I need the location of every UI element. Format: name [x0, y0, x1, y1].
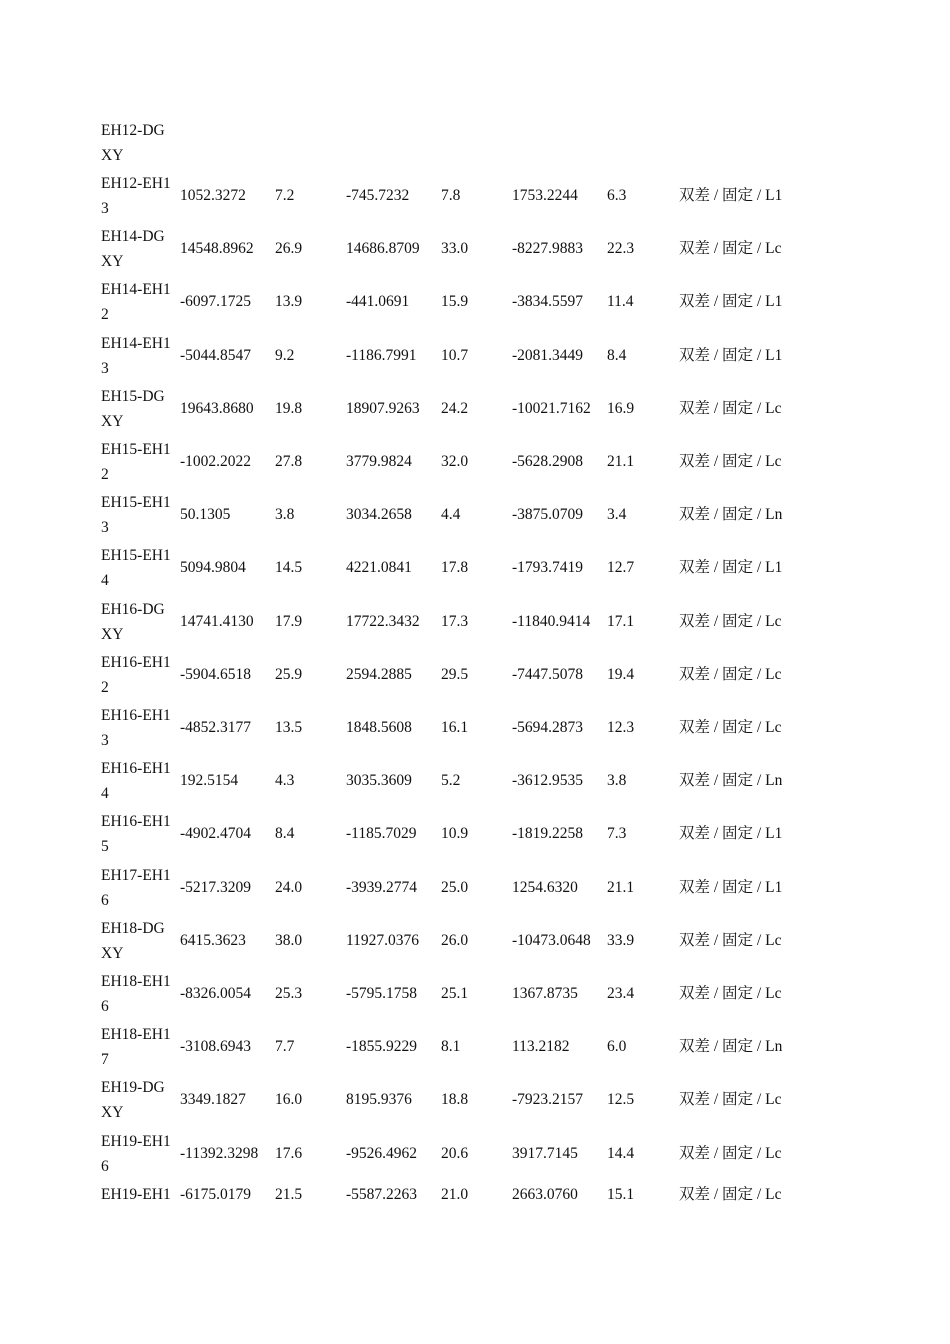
- baseline-name: [101, 650, 179, 700]
- baseline-name: [101, 1075, 179, 1125]
- sz-value: 19.4: [607, 666, 635, 683]
- baseline-name-line1: EH12-EH1: [101, 175, 171, 192]
- sz-value: 22.3: [607, 240, 635, 257]
- table-row: [101, 969, 861, 1019]
- sx-value: 7.7: [275, 1038, 295, 1055]
- sx-value: 19.8: [275, 400, 303, 417]
- baseline-name: [101, 916, 179, 966]
- sy-value: 25.1: [441, 985, 469, 1002]
- baseline-name-line2: 2: [101, 466, 109, 483]
- dx-value: -11392.3298: [180, 1145, 259, 1162]
- baseline-name: [101, 331, 179, 381]
- baseline-name-line2: 3: [101, 200, 109, 217]
- sz-value: 6.3: [607, 187, 627, 204]
- dz-value: -3834.5597: [512, 293, 584, 310]
- sx-value: 24.0: [275, 879, 303, 896]
- sy-value: 8.1: [441, 1038, 461, 1055]
- baseline-name: [101, 277, 179, 327]
- baseline-name: [101, 384, 179, 434]
- solution-type: 双差 / 固定 / Lc: [679, 932, 782, 949]
- dy-value: -3939.2774: [346, 879, 418, 896]
- table-row: [101, 171, 861, 221]
- sz-value: 21.1: [607, 453, 635, 470]
- dy-value: 11927.0376: [346, 932, 420, 949]
- solution-type: 双差 / 固定 / L1: [679, 293, 783, 310]
- sz-value: 12.7: [607, 559, 635, 576]
- sx-value: 13.9: [275, 293, 303, 310]
- dz-value: -8227.9883: [512, 240, 584, 257]
- dx-value: -4902.4704: [180, 825, 252, 842]
- baseline-name-line1: EH12-DG: [101, 122, 165, 139]
- sz-value: 12.3: [607, 719, 635, 736]
- baseline-name: [101, 543, 179, 593]
- sx-value: 14.5: [275, 559, 303, 576]
- baseline-name: [101, 1129, 179, 1179]
- dy-value: -5587.2263: [346, 1186, 418, 1203]
- sx-value: 9.2: [275, 347, 295, 364]
- dy-value: -441.0691: [346, 293, 410, 310]
- sx-value: 21.5: [275, 1186, 303, 1203]
- sy-value: 33.0: [441, 240, 469, 257]
- dy-value: -1185.7029: [346, 825, 417, 842]
- baseline-name-line2: 3: [101, 519, 109, 536]
- baseline-name-line1: EH14-EH1: [101, 335, 171, 352]
- table-row: [101, 863, 861, 913]
- solution-type: 双差 / 固定 / Lc: [679, 240, 782, 257]
- solution-type: 双差 / 固定 / L1: [679, 347, 783, 364]
- table-row: [101, 277, 861, 327]
- solution-type: 双差 / 固定 / Lc: [679, 985, 782, 1002]
- table-row: [101, 490, 861, 540]
- sx-value: 4.3: [275, 772, 295, 789]
- sy-value: 26.0: [441, 932, 469, 949]
- sz-value: 14.4: [607, 1145, 635, 1162]
- dx-value: 50.1305: [180, 506, 231, 523]
- solution-type: 双差 / 固定 / L1: [679, 187, 783, 204]
- sx-value: 7.2: [275, 187, 295, 204]
- solution-type: 双差 / 固定 / Lc: [679, 613, 782, 630]
- dx-value: -6175.0179: [180, 1186, 252, 1203]
- sz-value: 15.1: [607, 1186, 635, 1203]
- dz-value: -10473.0648: [512, 932, 591, 949]
- dz-value: -3875.0709: [512, 506, 584, 523]
- table-row: [101, 543, 861, 593]
- dx-value: 3349.1827: [180, 1091, 246, 1108]
- sz-value: 33.9: [607, 932, 635, 949]
- sx-value: 25.9: [275, 666, 303, 683]
- dy-value: 1848.5608: [346, 719, 412, 736]
- sy-value: 18.8: [441, 1091, 469, 1108]
- solution-type: 双差 / 固定 / Ln: [679, 1038, 783, 1055]
- baseline-name-line2: XY: [101, 626, 124, 643]
- dz-value: 1753.2244: [512, 187, 578, 204]
- dz-value: -3612.9535: [512, 772, 584, 789]
- baseline-name-line2: 6: [101, 998, 109, 1015]
- baseline-name-line2: XY: [101, 945, 124, 962]
- baseline-name-line2: 6: [101, 1158, 109, 1175]
- dz-value: -10021.7162: [512, 400, 591, 417]
- sy-value: 17.8: [441, 559, 469, 576]
- dy-value: -1186.7991: [346, 347, 417, 364]
- table-row: [101, 1129, 861, 1179]
- baseline-name-line1: EH18-EH1: [101, 1026, 171, 1043]
- sx-value: 17.6: [275, 1145, 303, 1162]
- sy-value: 7.8: [441, 187, 461, 204]
- sy-value: 32.0: [441, 453, 469, 470]
- table-row: [101, 437, 861, 487]
- dy-value: -5795.1758: [346, 985, 418, 1002]
- solution-type: 双差 / 固定 / Lc: [679, 666, 782, 683]
- dy-value: 4221.0841: [346, 559, 412, 576]
- dy-value: -745.7232: [346, 187, 410, 204]
- sy-value: 17.3: [441, 613, 469, 630]
- solution-type: 双差 / 固定 / Ln: [679, 506, 783, 523]
- sy-value: 4.4: [441, 506, 461, 523]
- baseline-name: [101, 490, 179, 540]
- baseline-name: [101, 597, 179, 647]
- sx-value: 38.0: [275, 932, 303, 949]
- table-row-header-baseline: [101, 118, 861, 168]
- dy-value: 14686.8709: [346, 240, 420, 257]
- dz-value: -2081.3449: [512, 347, 584, 364]
- baseline-name-line2: 3: [101, 732, 109, 749]
- dx-value: -5044.8547: [180, 347, 252, 364]
- solution-type: 双差 / 固定 / Lc: [679, 453, 782, 470]
- sy-value: 24.2: [441, 400, 469, 417]
- baseline-name: [101, 703, 179, 753]
- sy-value: 21.0: [441, 1186, 469, 1203]
- baseline-name-line1: EH16-EH1: [101, 654, 171, 671]
- dx-value: -1002.2022: [180, 453, 252, 470]
- baseline-name-line2: XY: [101, 253, 124, 270]
- dx-value: -6097.1725: [180, 293, 252, 310]
- table-row: [101, 916, 861, 966]
- sy-value: 25.0: [441, 879, 469, 896]
- baseline-name-line1: EH18-DG: [101, 920, 165, 937]
- solution-type: 双差 / 固定 / L1: [679, 559, 783, 576]
- baseline-name-line1: EH14-EH1: [101, 281, 171, 298]
- baseline-name: [101, 969, 179, 1019]
- dy-value: 3779.9824: [346, 453, 412, 470]
- table-row: [101, 650, 861, 700]
- solution-type: 双差 / 固定 / Lc: [679, 719, 782, 736]
- dx-value: 192.5154: [180, 772, 239, 789]
- sz-value: 16.9: [607, 400, 635, 417]
- sy-value: 20.6: [441, 1145, 469, 1162]
- sz-value: 23.4: [607, 985, 635, 1002]
- baseline-name-line2: XY: [101, 1104, 124, 1121]
- baseline-name-line2: 6: [101, 892, 109, 909]
- table-row: [101, 224, 861, 274]
- sx-value: 13.5: [275, 719, 303, 736]
- dy-value: 17722.3432: [346, 613, 420, 630]
- sx-value: 3.8: [275, 506, 295, 523]
- dx-value: -4852.3177: [180, 719, 252, 736]
- table-row: [101, 756, 861, 806]
- table-row: [101, 1075, 861, 1125]
- sz-value: 21.1: [607, 879, 635, 896]
- dy-value: 2594.2885: [346, 666, 412, 683]
- dz-value: 113.2182: [512, 1038, 570, 1055]
- dz-value: 1254.6320: [512, 879, 578, 896]
- baseline-name-line2: XY: [101, 147, 124, 164]
- dz-value: -7447.5078: [512, 666, 584, 683]
- baseline-name-line2: XY: [101, 413, 124, 430]
- dy-value: 18907.9263: [346, 400, 420, 417]
- baseline-name-line1: EH15-EH1: [101, 547, 171, 564]
- baseline-name-line2: 2: [101, 306, 109, 323]
- table-row: [101, 331, 861, 381]
- baseline-name-line1: EH18-EH1: [101, 973, 171, 990]
- table-row: [101, 809, 861, 859]
- dz-value: -1819.2258: [512, 825, 584, 842]
- dx-value: -5217.3209: [180, 879, 252, 896]
- dz-value: -11840.9414: [512, 613, 591, 630]
- sy-value: 5.2: [441, 772, 461, 789]
- dx-value: 6415.3623: [180, 932, 246, 949]
- sx-value: 8.4: [275, 825, 295, 842]
- sz-value: 11.4: [607, 293, 634, 310]
- baseline-name: [101, 437, 179, 487]
- baseline-name-line1: EH16-EH1: [101, 760, 171, 777]
- baseline-name-line1: EH16-DG: [101, 601, 165, 618]
- sz-value: 3.4: [607, 506, 627, 523]
- dz-value: -1793.7419: [512, 559, 584, 576]
- baseline-name-line1: EH16-EH1: [101, 813, 171, 830]
- baseline-name-line1: EH19-EH1: [101, 1133, 171, 1150]
- baseline-name: [101, 118, 179, 168]
- sy-value: 16.1: [441, 719, 469, 736]
- baseline-name: [101, 224, 179, 274]
- solution-type: 双差 / 固定 / L1: [679, 825, 783, 842]
- dx-value: 1052.3272: [180, 187, 246, 204]
- dx-value: -5904.6518: [180, 666, 252, 683]
- dy-value: 8195.9376: [346, 1091, 412, 1108]
- dz-value: -5694.2873: [512, 719, 584, 736]
- sy-value: 29.5: [441, 666, 469, 683]
- table-row: [101, 1022, 861, 1072]
- table-row: [101, 703, 861, 753]
- sx-value: 16.0: [275, 1091, 303, 1108]
- dy-value: 3034.2658: [346, 506, 412, 523]
- baseline-name-line2: 4: [101, 785, 109, 802]
- dy-value: -1855.9229: [346, 1038, 418, 1055]
- solution-type: 双差 / 固定 / Lc: [679, 400, 782, 417]
- baseline-name: [101, 1022, 179, 1072]
- baseline-name-line2: 7: [101, 1051, 109, 1068]
- baseline-name-line2: 2: [101, 679, 109, 696]
- dz-value: -7923.2157: [512, 1091, 584, 1108]
- baseline-name-line2: 5: [101, 838, 109, 855]
- baseline-name-line1: EH15-EH1: [101, 441, 171, 458]
- sz-value: 12.5: [607, 1091, 635, 1108]
- baseline-name: [101, 1182, 179, 1207]
- sy-value: 10.7: [441, 347, 469, 364]
- sx-value: 25.3: [275, 985, 303, 1002]
- sz-value: 6.0: [607, 1038, 627, 1055]
- baseline-name-line1: EH16-EH1: [101, 707, 171, 724]
- sx-value: 17.9: [275, 613, 303, 630]
- sz-value: 3.8: [607, 772, 627, 789]
- dz-value: 2663.0760: [512, 1186, 578, 1203]
- baseline-name-line2: 3: [101, 360, 109, 377]
- solution-type: 双差 / 固定 / Lc: [679, 1091, 782, 1108]
- baseline-name-line1: EH19-DG: [101, 1079, 165, 1096]
- dx-value: -3108.6943: [180, 1038, 252, 1055]
- sz-value: 17.1: [607, 613, 635, 630]
- dx-value: 5094.9804: [180, 559, 246, 576]
- baseline-name-line1: EH15-EH1: [101, 494, 171, 511]
- baseline-name-line1: EH15-DG: [101, 388, 165, 405]
- dz-value: 1367.8735: [512, 985, 578, 1002]
- baseline-name: [101, 171, 179, 221]
- sz-value: 7.3: [607, 825, 627, 842]
- table-row: [101, 597, 861, 647]
- baseline-name: [101, 809, 179, 859]
- solution-type: 双差 / 固定 / Ln: [679, 772, 783, 789]
- sy-value: 10.9: [441, 825, 469, 842]
- solution-type: 双差 / 固定 / Lc: [679, 1145, 782, 1162]
- sz-value: 8.4: [607, 347, 627, 364]
- baseline-name-line1: EH19-EH1: [101, 1186, 171, 1203]
- dx-value: 19643.8680: [180, 400, 254, 417]
- dx-value: -8326.0054: [180, 985, 252, 1002]
- baseline-name: [101, 756, 179, 806]
- dy-value: 3035.3609: [346, 772, 412, 789]
- sx-value: 27.8: [275, 453, 303, 470]
- dz-value: 3917.7145: [512, 1145, 578, 1162]
- dz-value: -5628.2908: [512, 453, 584, 470]
- dy-value: -9526.4962: [346, 1145, 418, 1162]
- baseline-name: [101, 863, 179, 913]
- solution-type: 双差 / 固定 / Lc: [679, 1186, 782, 1203]
- table-row: [101, 384, 861, 434]
- sy-value: 15.9: [441, 293, 469, 310]
- sx-value: 26.9: [275, 240, 303, 257]
- solution-type: 双差 / 固定 / L1: [679, 879, 783, 896]
- baseline-name-line1: EH14-DG: [101, 228, 165, 245]
- baseline-name-line2: 4: [101, 572, 109, 589]
- dx-value: 14741.4130: [180, 613, 254, 630]
- baseline-name-line1: EH17-EH1: [101, 867, 171, 884]
- table-row: [101, 1182, 861, 1232]
- dx-value: 14548.8962: [180, 240, 254, 257]
